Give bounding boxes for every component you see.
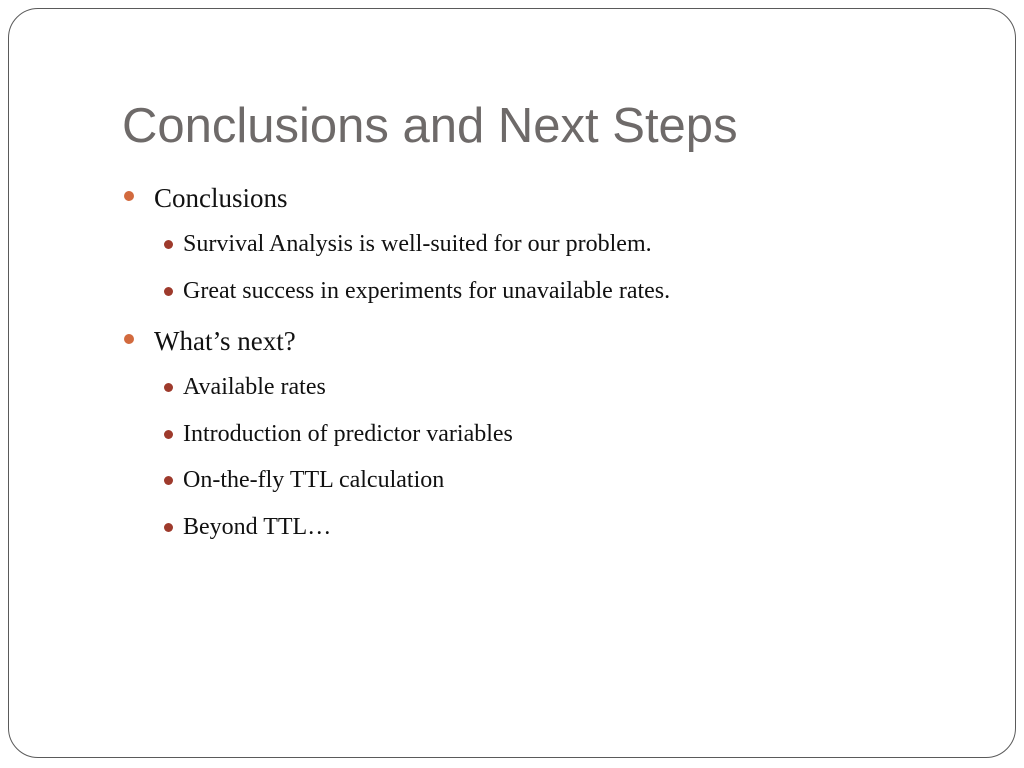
- sublist-whats-next: [154, 364, 942, 550]
- list-item-text: Beyond TTL…: [183, 513, 332, 540]
- bullet-icon: [164, 383, 173, 392]
- bullet-icon: [164, 523, 173, 532]
- list-item-text: Survival Analysis is well-suited for our problem.: [183, 231, 652, 257]
- slide-title: Conclusions and Next Steps: [122, 99, 738, 153]
- list-item-text: On-the-fly TTL calculation: [183, 467, 445, 493]
- list-item: [154, 364, 942, 411]
- bullet-icon: [124, 334, 134, 344]
- bullet-icon: [164, 240, 173, 249]
- section-whats-next: [122, 320, 942, 550]
- list-item-text: Available rates: [183, 374, 326, 400]
- list-item: [154, 221, 942, 268]
- bullet-list: [122, 177, 942, 550]
- slide-frame: [8, 8, 1016, 758]
- list-item: [154, 268, 942, 315]
- section-heading: What’s next?: [154, 326, 296, 356]
- list-item-text: Introduction of predictor variables: [183, 420, 513, 447]
- list-item-text: Great success in experiments for unavailable rates.: [183, 277, 671, 304]
- list-item: [154, 411, 942, 458]
- list-item: [154, 504, 942, 551]
- list-item: [154, 457, 942, 504]
- bullet-icon: [164, 287, 173, 296]
- bullet-icon: [164, 476, 173, 485]
- bullet-icon: [164, 430, 173, 439]
- sublist-conclusions: [154, 221, 942, 314]
- bullet-icon: [124, 191, 134, 201]
- section-heading: Conclusions: [154, 183, 288, 213]
- section-conclusions: [122, 177, 942, 314]
